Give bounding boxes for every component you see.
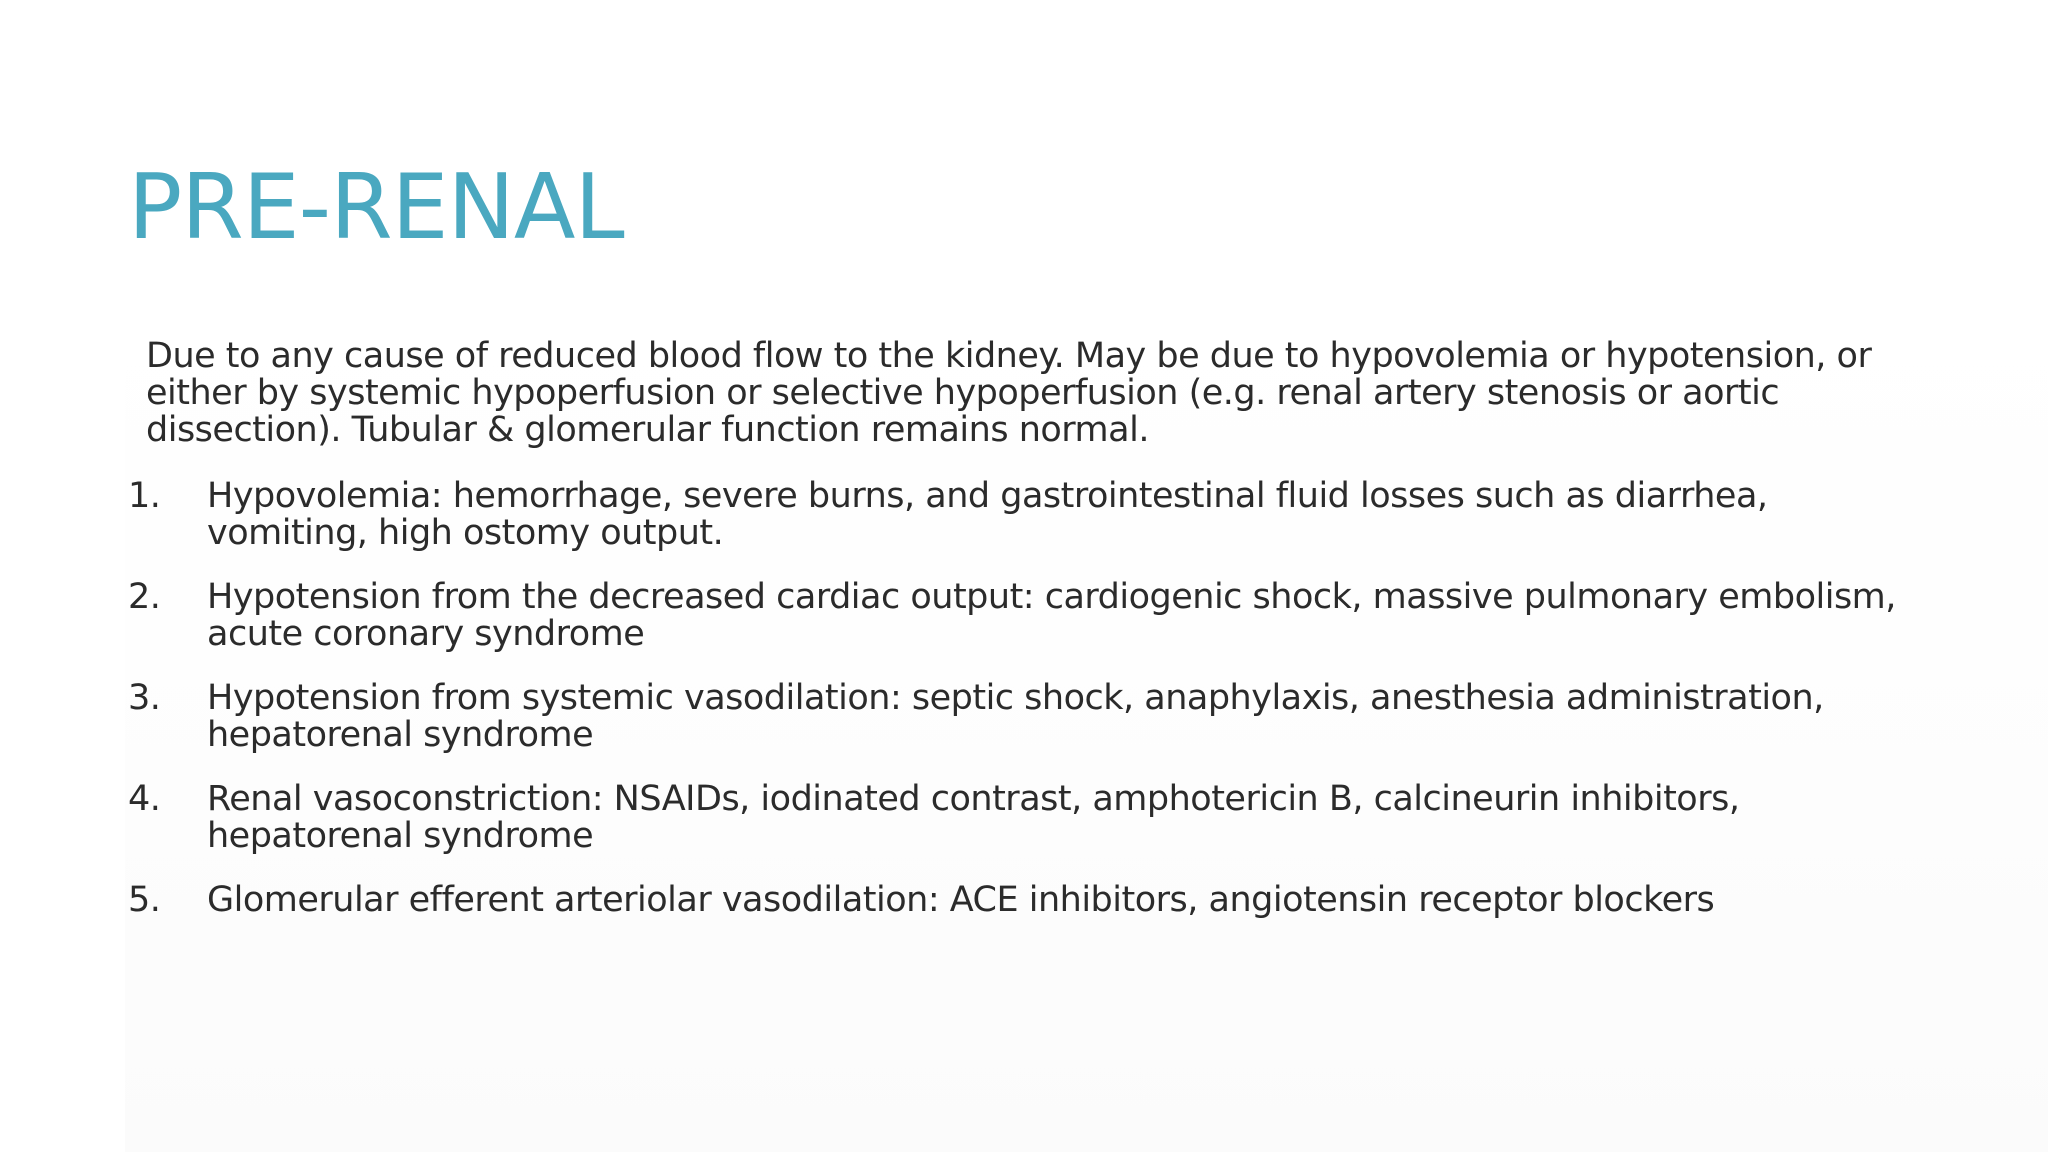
list-item [128,579,1938,653]
list-item-text: Hypovolemia: hemorrhage, severe burns, and gastrointestinal fluid losses such as diarrhea, vomiting, high ostomy output. [207,476,1768,553]
list-item-number: 2. [128,577,161,617]
list-item [128,478,1938,552]
list-item-text: Hypotension from the decreased cardiac output: cardiogenic shock, massive pulmonary embolism, acute coronary syndrome [207,577,1896,654]
intro-paragraph: Due to any cause of reduced blood flow to the kidney. May be due to hypovolemia or hypotension, or either by systemic hypoperfusion or selective hypoperfusion (e.g. renal artery stenosis or aortic dissection). Tubular & glomerular function remains normal. [146,336,1872,450]
list-item-number: 3. [128,678,161,718]
list-item-text: Renal vasoconstriction: NSAIDs, iodinated contrast, amphotericin B, calcineurin inhibitors, hepatorenal syndrome [207,779,1740,856]
list-item [128,781,1938,855]
slide-title: PRE-RENAL [128,155,624,260]
list-item-text: Glomerular efferent arteriolar vasodilation: ACE inhibitors, angiotensin receptor blockers [207,880,1715,920]
list-item [128,882,1938,919]
list-item-text: Hypotension from systemic vasodilation: septic shock, anaphylaxis, anesthesia administration, hepatorenal syndrome [207,678,1824,755]
list-item [128,680,1938,754]
causes-list [128,478,1938,946]
list-item-number: 1. [128,476,161,516]
list-item-number: 4. [128,779,161,819]
list-item-number: 5. [128,880,161,920]
